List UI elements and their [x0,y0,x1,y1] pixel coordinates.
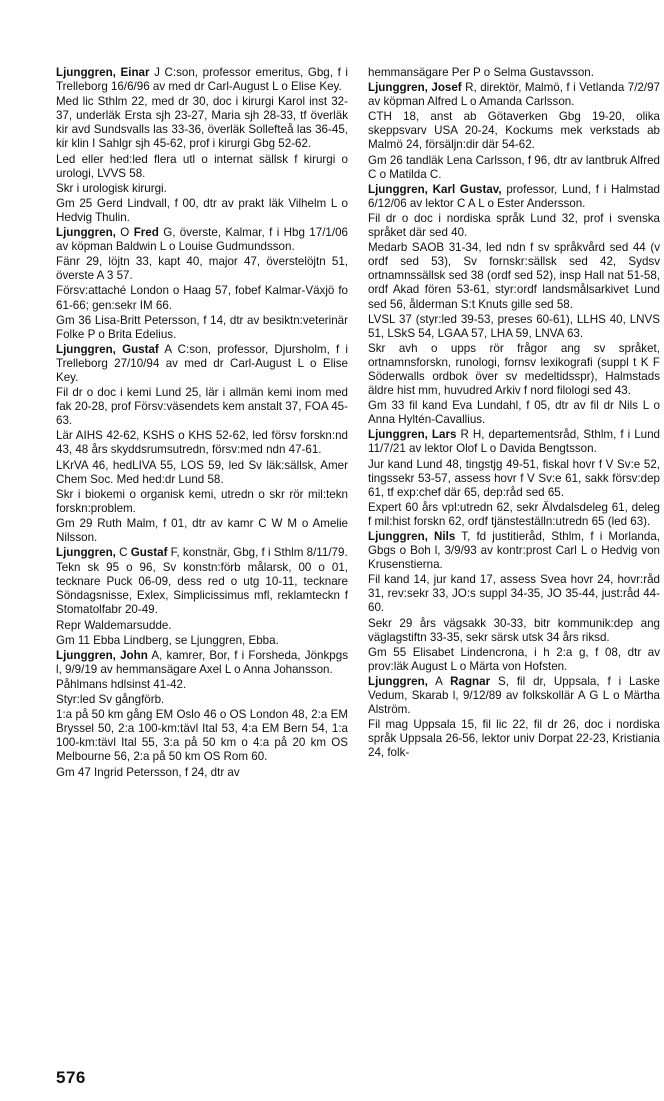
biography-entry-heading [56,66,348,94]
biography-paragraph [368,646,660,674]
biography-paragraph [368,617,660,645]
text-segment: Fil kand 14, jur kand 17, assess Svea hovr 24, hovr:råd 31, rev:sekr 33, JO:s suppl 34-35, JO 35-44, just:råd 44-60. [368,573,660,615]
text-segment: O [115,226,134,240]
text-segment: A, kamrer, Bor, f i Forsheda, Jönkpgs l, 9/9/19 av hemmansägare Axel L o Anna Johansson. [56,648,348,676]
biography-paragraph [56,634,348,648]
biography-entry-heading [368,675,660,717]
biography-paragraph [56,255,348,283]
text-segment: Fil dr o doc i kemi Lund 25, lär i allmän kemi inom med fak 20-28, prof Försv:väsendets kem anstalt 37, FOA 45-63. [56,386,348,428]
text-segment: R, direktör, Malmö, f i Vetlanda 7/2/97 av köpman Alfred L o Amanda Carlsson. [368,81,660,109]
biography-paragraph [56,314,348,342]
text-segment: Gm 55 Elisabet Lindencrona, i h 2:a g, f 08, dtr av prov:läk August L o Märta von Hofsten. [368,645,660,673]
text-segment: J C:son, professor emeritus, Gbg, f i Trelleborg 16/6/96 av med dr Carl-August L o Elise Key. [56,66,348,94]
text-segment: Gm 47 Ingrid Petersson, f 24, dtr av [56,765,240,779]
text-segment: F, konstnär, Gbg, f i Sthlm 8/11/79. [167,546,348,560]
text-segment: T, fd justitieråd, Sthlm, f i Morlanda, Gbgs o Boh l, 3/9/93 av kontr:prost Carl L o Hedvig von Krusenstierna. [368,530,660,572]
biography-paragraph [368,313,660,341]
text-segment: Skr i urologisk kirurgi. [56,181,167,195]
text-segment: R H, departementsråd, Sthlm, f i Lund 11/7/21 av lektor Olof L o Davida Bengtsson. [368,428,660,456]
text-segment: professor, Lund, f i Halmstad 6/12/06 av lektor C A L o Ester Andersson. [368,182,661,210]
biography-entry-heading [368,81,660,109]
person-name: Fred [133,226,159,240]
text-segment: Skr i biokemi o organisk kemi, utredn o skr rör mil:tekn forskn:problem. [56,487,348,515]
biography-paragraph [56,766,348,780]
biography-paragraph [56,153,348,181]
text-segment: Skr avh o upps rör frågor ang sv språket, ortnamnsforskn, runologi, fornsv lexikografi (suppl t K F Söderwalls ordbok över sv medeltidsspr), Halmstads äldre hist mm, huvudred Arkiv f nord filologi sed 43. [368,341,660,398]
text-segment: Expert 60 års vpl:utredn 62, sekr Älvdalsdeleg 61, deleg f mil:hist forskn 62, ordf tjänsteställn:utredn 65 (led 63). [368,500,660,528]
person-name: Ljunggren, Gustaf [56,342,159,356]
text-segment: G, överste, Kalmar, f i Hbg 17/1/06 av köpman Baldwin L o Louise Gudmundsson. [56,226,348,254]
person-name: Ljunggren, Josef [368,81,462,95]
person-name: Ljunggren, Einar [56,66,150,79]
biography-paragraph [56,182,348,196]
person-name: Gustaf [130,546,168,560]
person-name: Ljunggren, [56,546,116,560]
text-segment: Gm 36 Lisa-Britt Petersson, f 14, dtr av besiktn:veterinär Folke P o Brita Edelius. [56,313,348,341]
right-column [368,66,660,762]
text-segment: Gm 11 Ebba Lindberg, se Ljunggren, Ebba. [56,633,279,647]
biography-paragraph [56,678,348,692]
biography-paragraph [56,459,348,487]
biography-paragraph [56,197,348,225]
biography-paragraph [56,619,348,633]
text-segment: Styr:led Sv gångförb. [56,693,165,707]
text-segment: Gm 26 tandläk Lena Carlsson, f 96, dtr av lantbruk Alfred C o Matilda C. [368,153,660,181]
text-segment: Medarb SAOB 31-34, led ndn f sv språkvård sed 44 (v ordf sed 53), Sv fornskr:sällsk sed 42, Sydsv ortnamnssällsk sed 38 (ordf sed 52), insp Hall nat 51-58, ordf Akad fören 53-61, styr:ordf landsmålsarkivet Lund sed 56, ålderman S:t Knuts gille sed 58. [368,241,660,311]
text-segment: C [115,546,131,560]
text-segment: Fil mag Uppsala 15, fil lic 22, fil dr 26, doc i nordiska språk Uppsala 26-56, lektor univ Dorpat 22-23, Kristiania 24, folk- [368,718,660,760]
text-segment: Med lic Sthlm 22, med dr 30, doc i kirurgi Karol inst 32-37, underläk Ersta sjh 23-27, Maria sjh 28-33, tf överläk kir avd Sundsvalls las 33-36, överläk Sollefteå las 36-45, kir klin I Sahlgr sjh 45-62, prof i kirurgi Gbg 52-62. [56,95,348,151]
text-segment: CTH 18, anst ab Götaverken Gbg 19-20, olika skeppsvarv USA 20-24, Kockums mek verkstads ab Malmö 24, försäljn:dir där 54-62. [368,110,660,152]
text-segment: A [427,674,451,688]
biography-paragraph [368,154,660,182]
biography-paragraph [368,212,660,240]
biography-paragraph [56,517,348,545]
person-name: Ljunggren, Nils [368,530,456,543]
person-name: Ragnar [450,674,491,688]
text-segment: LKrVA 46, hedLIVA 55, LOS 59, led Sv läk:sällsk, Amer Chem Soc. Med hed:dr Lund 58. [56,458,348,486]
biography-paragraph [368,573,660,615]
text-segment: A C:son, professor, Djursholm, f i Trelleborg 27/10/94 av med dr Carl-August L o Elise Key. [56,342,348,384]
text-segment: Tekn sk 95 o 96, Sv konstn:förb målarsk, 00 o 01, tecknare Puck 06-09, dess red o utg 10-11, tecknare Söndagsnisse, Exlex, Simplicissimus mfl, reklamteckn f Stomatolfabr 20-49. [56,561,348,617]
biography-paragraph [368,501,660,529]
person-name: Ljunggren, [368,674,428,688]
text-segment: Lär AIHS 42-62, KSHS o KHS 52-62, led försv forskn:nd 43, 48 års skyddsrumsutredn, försv:med ndn 47-61. [56,429,348,457]
biography-paragraph [56,386,348,428]
biography-paragraph [368,110,660,152]
biography-paragraph [56,429,348,457]
biography-paragraph [368,66,660,80]
text-segment: Fänr 29, löjtn 33, kapt 40, major 47, överstelöjtn 51, överste A 3 57. [56,255,348,283]
biography-paragraph [368,458,660,500]
biography-entry-heading [368,428,660,456]
text-segment: S, fil dr, Uppsala, f i Laske Vedum, Skarab l, 9/12/89 av folkskollär A G L o Märtha Alström. [368,674,660,717]
text-segment: Fil dr o doc i nordiska språk Lund 32, prof i svenska språket där sed 40. [368,211,660,240]
biography-paragraph [56,95,348,151]
text-segment: Försv:attaché London o Haag 57, fobef Kalmar-Växjö fo 61-66; gen:sekr IM 66. [56,284,348,312]
text-segment: Led eller hed:led flera utl o internat sällsk f kirurgi o urologi, LVVS 58. [56,152,348,180]
biography-paragraph [56,284,348,312]
biography-paragraph [56,693,348,707]
text-segment: LVSL 37 (styr:led 39-53, preses 60-61), LLHS 40, LNVS 51, LSkS 54, LGAA 57, LHA 59, LNVA 63. [368,312,660,340]
text-segment: Gm 33 fil kand Eva Lundahl, f 05, dtr av fil dr Nils L o Anna Hyltén-Cavallius. [368,399,660,427]
text-segment: Gm 29 Ruth Malm, f 01, dtr av kamr C W M o Amelie Nilsson. [56,516,348,544]
biography-paragraph [368,718,660,760]
text-segment: Påhlmans hdlsinst 41-42. [56,677,187,691]
biography-entry-heading [56,226,348,254]
text-segment: Gm 25 Gerd Lindvall, f 00, dtr av prakt läk Vilhelm L o Hedvig Thulin. [56,196,348,224]
biography-entry-heading [56,546,348,560]
text-segment: Sekr 29 års vägsakk 30-33, bitr kommunik:dep ang väglagstiftn 33-35, sekr särsk utsk 34 års riksd. [368,616,660,644]
biography-entry-heading [368,183,660,211]
biography-paragraph [368,241,660,311]
person-name: Ljunggren, John [56,648,148,662]
biography-paragraph [368,342,660,398]
person-name: Ljunggren, Karl Gustav, [368,182,502,196]
biography-entry-heading [56,343,348,385]
biography-paragraph [56,488,348,516]
biography-entry-heading [368,530,660,572]
biography-paragraph [368,399,660,427]
left-column [56,66,348,781]
text-segment: 1:a på 50 km gång EM Oslo 46 o OS London 48, 2:a EM Bryssel 50, 2:a 100-km:tävl Ital 53, 4:a EM Bern 54, 1:a 100-km:tävl Ital 55, 3:a på 50 km o 4:a på 20 km OS Melbourne 56, 2:a på 50 km OS Rom 60. [56,708,348,764]
text-segment: Jur kand Lund 48, tingstjg 49-51, fiskal hovr f V Sv:e 52, tingssekr 53-57, assess hovr f V Sv:e 61, sakk försv:dep 61, tf exp:chef där 65, dep:råd sed 65. [368,457,660,499]
text-segment: hemmansägare Per P o Selma Gustavsson. [368,66,594,79]
person-name: Ljunggren, [56,226,116,240]
biography-paragraph [56,561,348,617]
person-name: Ljunggren, Lars [368,428,457,442]
biography-entry-heading [56,649,348,677]
biography-paragraph [56,708,348,764]
page-number: 576 [56,1068,86,1087]
text-segment: Repr Waldemarsudde. [56,618,172,632]
